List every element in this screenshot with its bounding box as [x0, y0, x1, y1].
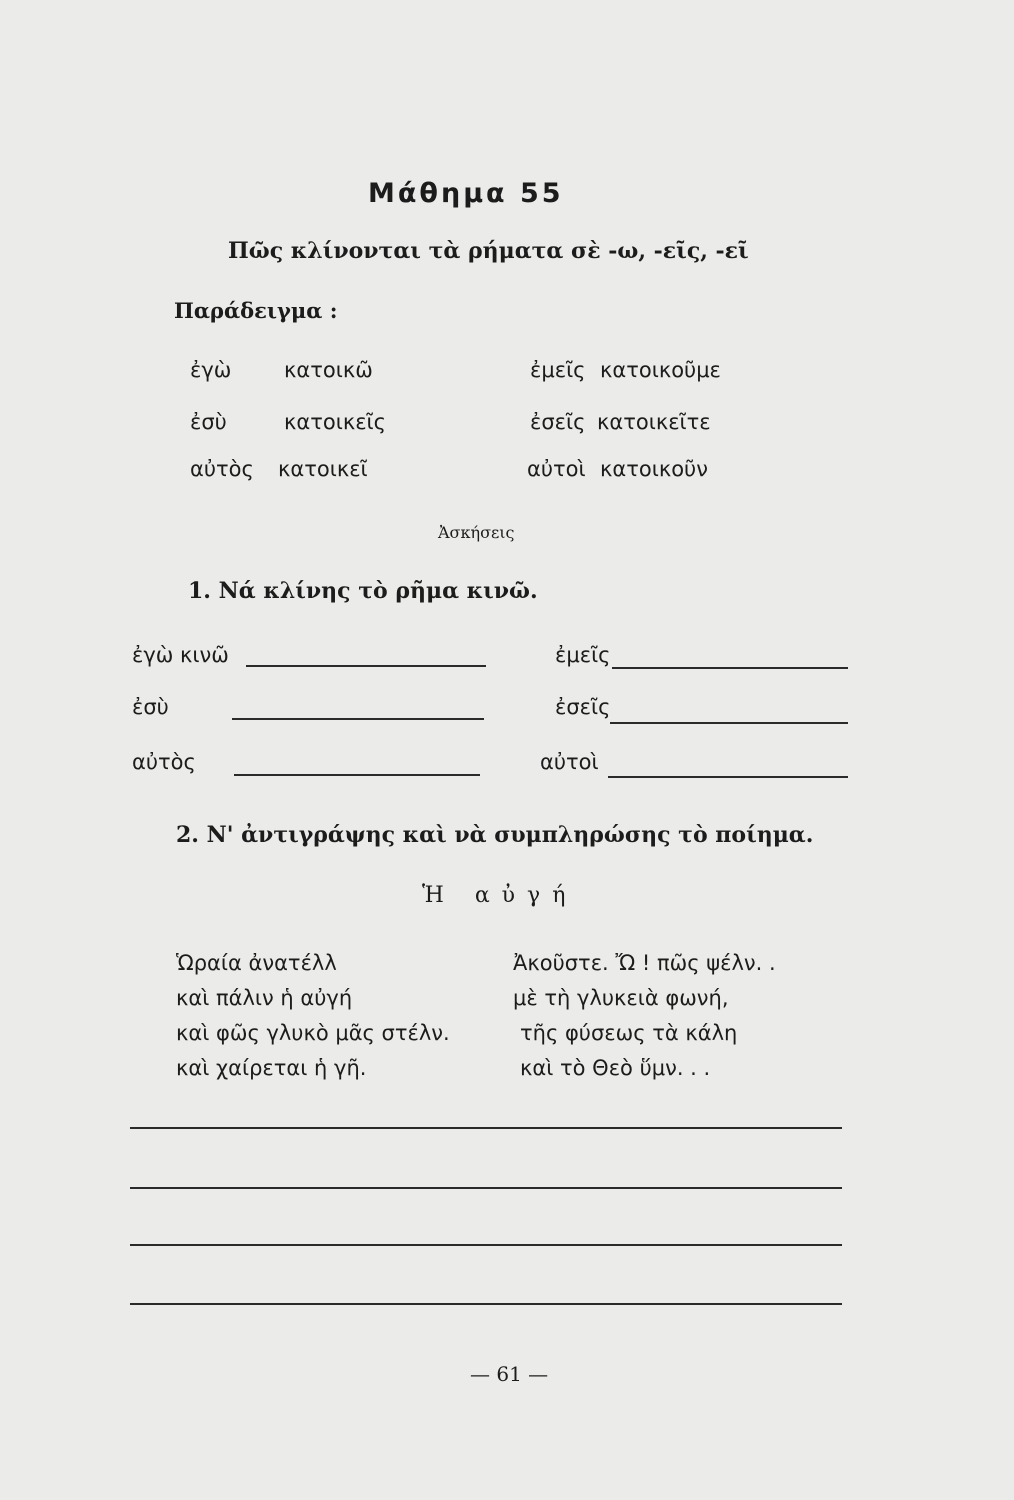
- exercises-label: Ἀσκήσεις: [438, 523, 515, 542]
- blank-line[interactable]: [234, 774, 480, 776]
- writing-line[interactable]: [130, 1303, 842, 1305]
- exercise-1-title: 1. Νά κλίνης τὸ ρῆμα κινῶ.: [188, 578, 538, 604]
- verb-1pl: κατοικοῦμε: [600, 358, 721, 382]
- pronoun-3sg: αὐτὸς: [190, 457, 254, 481]
- poem-title: Ἡ αὐγή: [422, 883, 578, 908]
- pronoun-1pl: ἐμεῖς: [530, 358, 586, 382]
- blank-line[interactable]: [612, 667, 848, 669]
- exercise-1-row-5: ἐσεῖς: [555, 695, 611, 719]
- verb-1sg: κατοικῶ: [284, 358, 373, 382]
- pronoun-2pl: ἐσεῖς: [530, 410, 586, 434]
- poem-line: μὲ τὴ γλυκειὰ φωνή,: [513, 986, 729, 1010]
- exercise-1-row-1: ἐγὼ κινῶ: [132, 643, 229, 667]
- pronoun-1sg: ἐγὼ: [190, 358, 232, 382]
- lesson-title: Μάθημα 55: [368, 178, 564, 209]
- exercise-2-title: 2. Ν' ἀντιγράψης καὶ νὰ συμπληρώσης τὸ ποίημα.: [176, 822, 814, 848]
- blank-line[interactable]: [232, 718, 484, 720]
- verb-2sg: κατοικεῖς: [284, 410, 386, 434]
- verb-3pl: κατοικοῦν: [600, 457, 708, 481]
- page-number: — 61 —: [470, 1362, 549, 1386]
- poem-line: καὶ χαίρεται ἡ γῆ.: [176, 1056, 367, 1080]
- writing-line[interactable]: [130, 1187, 842, 1189]
- blank-line[interactable]: [608, 776, 848, 778]
- writing-line[interactable]: [130, 1127, 842, 1129]
- writing-line[interactable]: [130, 1244, 842, 1246]
- poem-line: καὶ τὸ Θεὸ ὕμν. . .: [520, 1056, 711, 1080]
- poem-line: Ὡραία ἀνατέλλ: [176, 951, 337, 975]
- verb-2pl: κατοικεῖτε: [597, 410, 711, 434]
- poem-line: καὶ φῶς γλυκὸ μᾶς στέλν.: [176, 1021, 450, 1045]
- blank-line[interactable]: [610, 722, 848, 724]
- poem-line: Ἀκοῦστε. Ὤ ! πῶς ψέλν. .: [513, 951, 776, 975]
- pronoun-3pl: αὐτοὶ: [527, 457, 586, 481]
- verb-3sg: κατοικεῖ: [278, 457, 368, 481]
- pronoun-2sg: ἐσὺ: [190, 410, 227, 434]
- poem-line: καὶ πάλιν ἡ αὐγή: [176, 986, 353, 1010]
- lesson-heading: Πῶς κλίνονται τὰ ρήματα σὲ -ω, -εῖς, -εῖ: [228, 238, 749, 264]
- exercise-1-row-6: αὐτοὶ: [540, 750, 599, 774]
- blank-line[interactable]: [246, 665, 486, 667]
- exercise-1-row-2: ἐσὺ: [132, 695, 169, 719]
- exercise-1-row-4: ἐμεῖς: [555, 643, 611, 667]
- poem-line: τῆς φύσεως τὰ κάλη: [520, 1021, 738, 1045]
- example-label: Παράδειγμα :: [174, 298, 338, 323]
- exercise-1-row-3: αὐτὸς: [132, 750, 196, 774]
